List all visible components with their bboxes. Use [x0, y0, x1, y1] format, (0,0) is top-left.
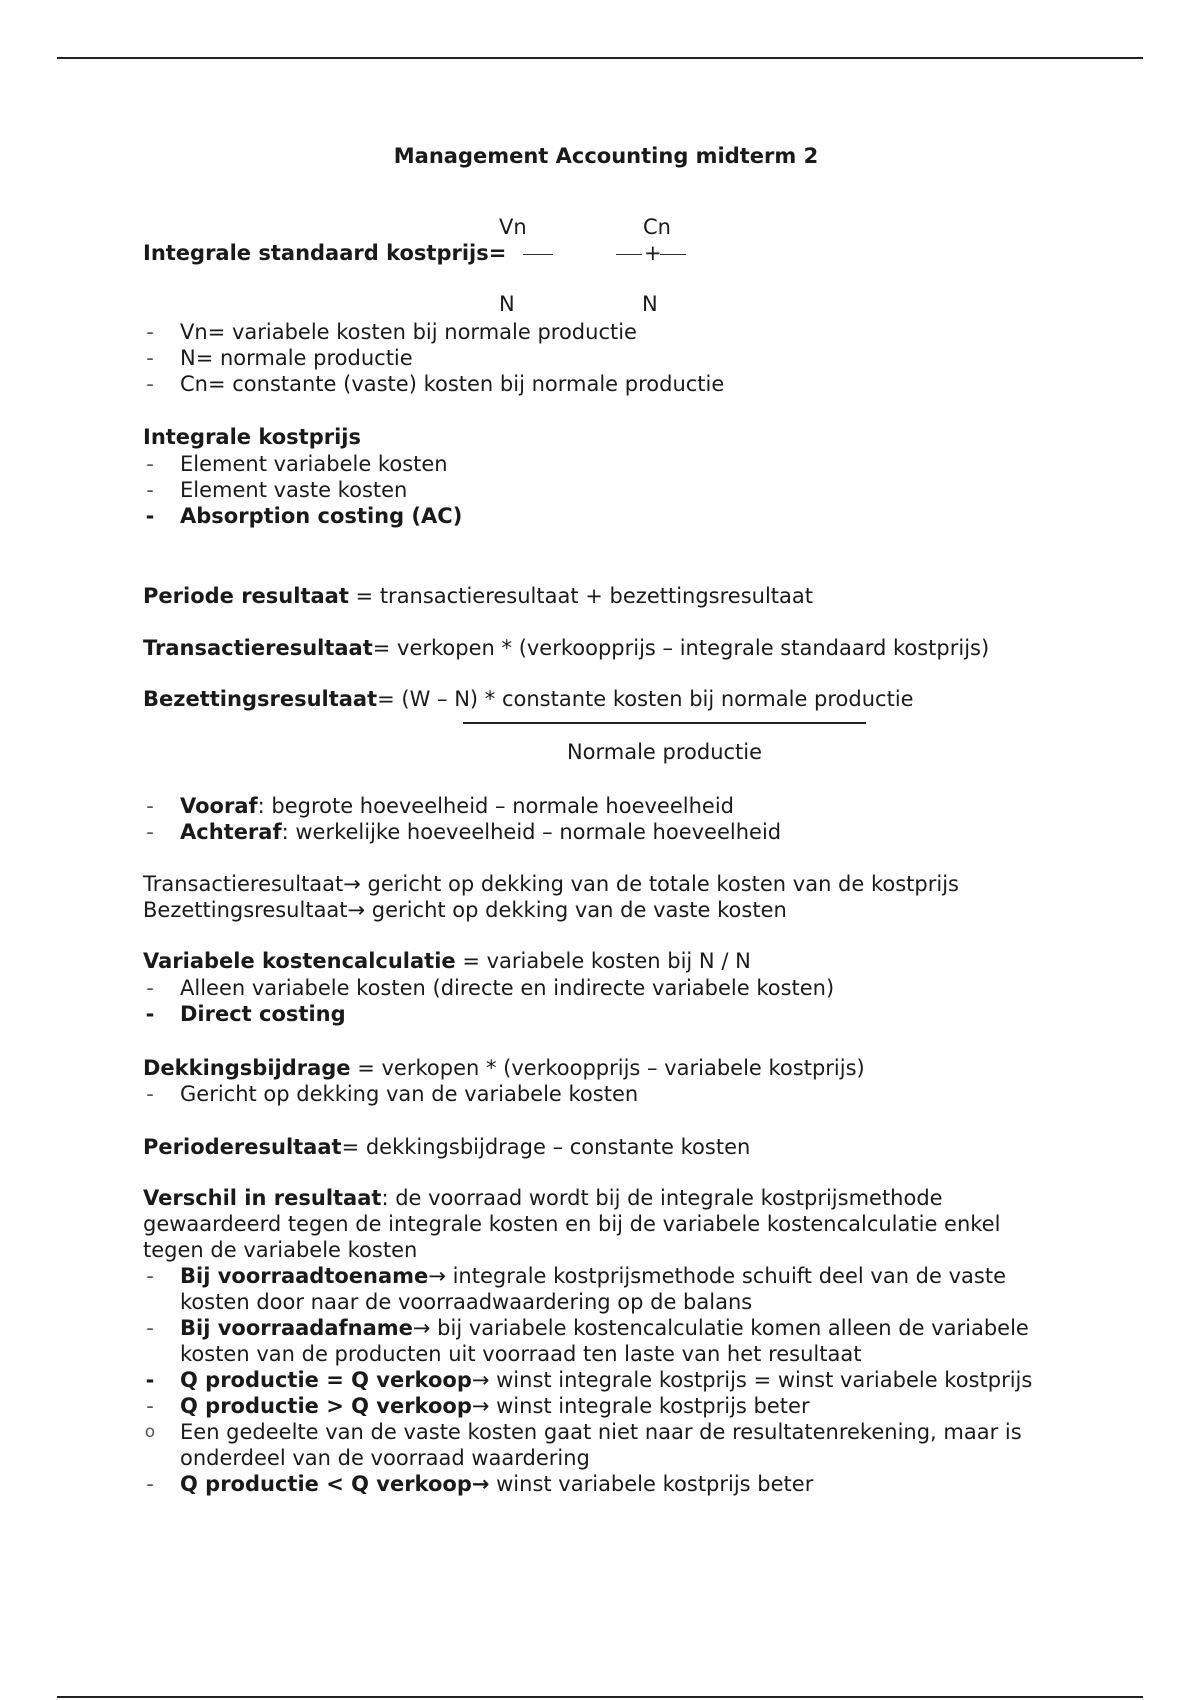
list-item: - Achteraf: werkelijke hoeveelheid – normale hoeveelheid [146, 820, 782, 844]
list-item: - Absorption costing (AC) [145, 504, 463, 528]
vooraf-achteraf-list [143, 793, 1073, 845]
header-rule [57, 57, 1143, 59]
list-item: - Direct costing [145, 1002, 346, 1026]
transactieresultaat: Transactieresultaat= verkopen * (verkoopprijs – integrale standaard kostprijs) [143, 636, 990, 660]
variabele-list [143, 975, 1073, 1027]
formula-label: Integrale standaard kostprijs= [143, 241, 507, 265]
definitions-list [143, 319, 1073, 397]
bezettingsresultaat: Bezettingsresultaat= (W – N) * constante kosten bij normale productie [143, 687, 914, 711]
fraction-denominator: Normale productie [566, 740, 763, 764]
perioderesultaat: Perioderesultaat= dekkingsbijdrage – constante kosten [143, 1135, 751, 1159]
formula-n2: N [642, 292, 658, 316]
fraction-line [463, 722, 866, 724]
formula-plus: + [644, 241, 662, 265]
formula-fraction-line-2b [660, 254, 686, 255]
verschil-list [143, 1263, 1063, 1497]
periode-resultaat: Periode resultaat = transactieresultaat + bezettingsresultaat [143, 584, 813, 608]
list-item: - Bij voorraadtoename→ integrale kostprijsmethode schuift deel van de vaste kosten door naar de voorraadwaardering op de balans [146, 1264, 1006, 1314]
footer-rule [57, 1696, 1143, 1698]
list-item: o Een gedeelte van de vaste kosten gaat niet naar de resultatenrekening, maar is onderdeel van de voorraad waardering [144, 1420, 1022, 1470]
list-item: - Cn= constante (vaste) kosten bij normale productie [146, 372, 725, 396]
list-item: - Element vaste kosten [146, 478, 408, 502]
formula-cn: Cn [643, 215, 671, 239]
list-item: - Alleen variabele kosten (directe en indirecte variabele kosten) [146, 976, 835, 1000]
gericht-lines: Transactieresultaat→ gericht op dekking van de totale kosten van de kostprijs Bezettingsresultaat→ gericht op dekking van de vaste kosten [143, 872, 959, 922]
page-title: Management Accounting midterm 2 [393, 144, 819, 168]
list-item: - Gericht op dekking van de variabele kosten [146, 1082, 639, 1106]
formula-fraction-line-1 [523, 254, 553, 255]
formula-n1: N [499, 292, 515, 316]
formula-vn: Vn [499, 215, 527, 239]
dekkingsbijdrage: Dekkingsbijdrage = verkopen * (verkoopprijs – variabele kostprijs) [143, 1056, 865, 1080]
list-item: - N= normale productie [146, 346, 413, 370]
dekking-list [143, 1081, 1073, 1107]
list-item: - Q productie < Q verkoop→ winst variabele kostprijs beter [146, 1472, 814, 1496]
integrale-kostprijs-list [143, 451, 1073, 529]
list-item: - Q productie > Q verkoop→ winst integrale kostprijs beter [146, 1394, 810, 1418]
list-item: - Bij voorraadafname→ bij variabele kostencalculatie komen alleen de variabele kosten van de producten uit voorraad ten laste van het resultaat [146, 1316, 1029, 1366]
list-item: - Q productie = Q verkoop→ winst integrale kostprijs = winst variabele kostprijs [145, 1368, 1033, 1392]
verschil-in-resultaat: Verschil in resultaat: de voorraad wordt bij de integrale kostprijsmethode gewaardeerd tegen de integrale kosten en bij de variabele kostencalculatie enkel tegen de variabele kosten [143, 1186, 1001, 1262]
list-item: - Element variabele kosten [146, 452, 448, 476]
variabele-kostencalculatie: Variabele kostencalculatie = variabele kosten bij N / N [143, 949, 751, 973]
section-heading: Integrale kostprijs [143, 425, 362, 449]
list-item: - Vn= variabele kosten bij normale productie [146, 320, 637, 344]
list-item: - Vooraf: begrote hoeveelheid – normale hoeveelheid [146, 794, 734, 818]
formula-fraction-line-2a [616, 254, 642, 255]
